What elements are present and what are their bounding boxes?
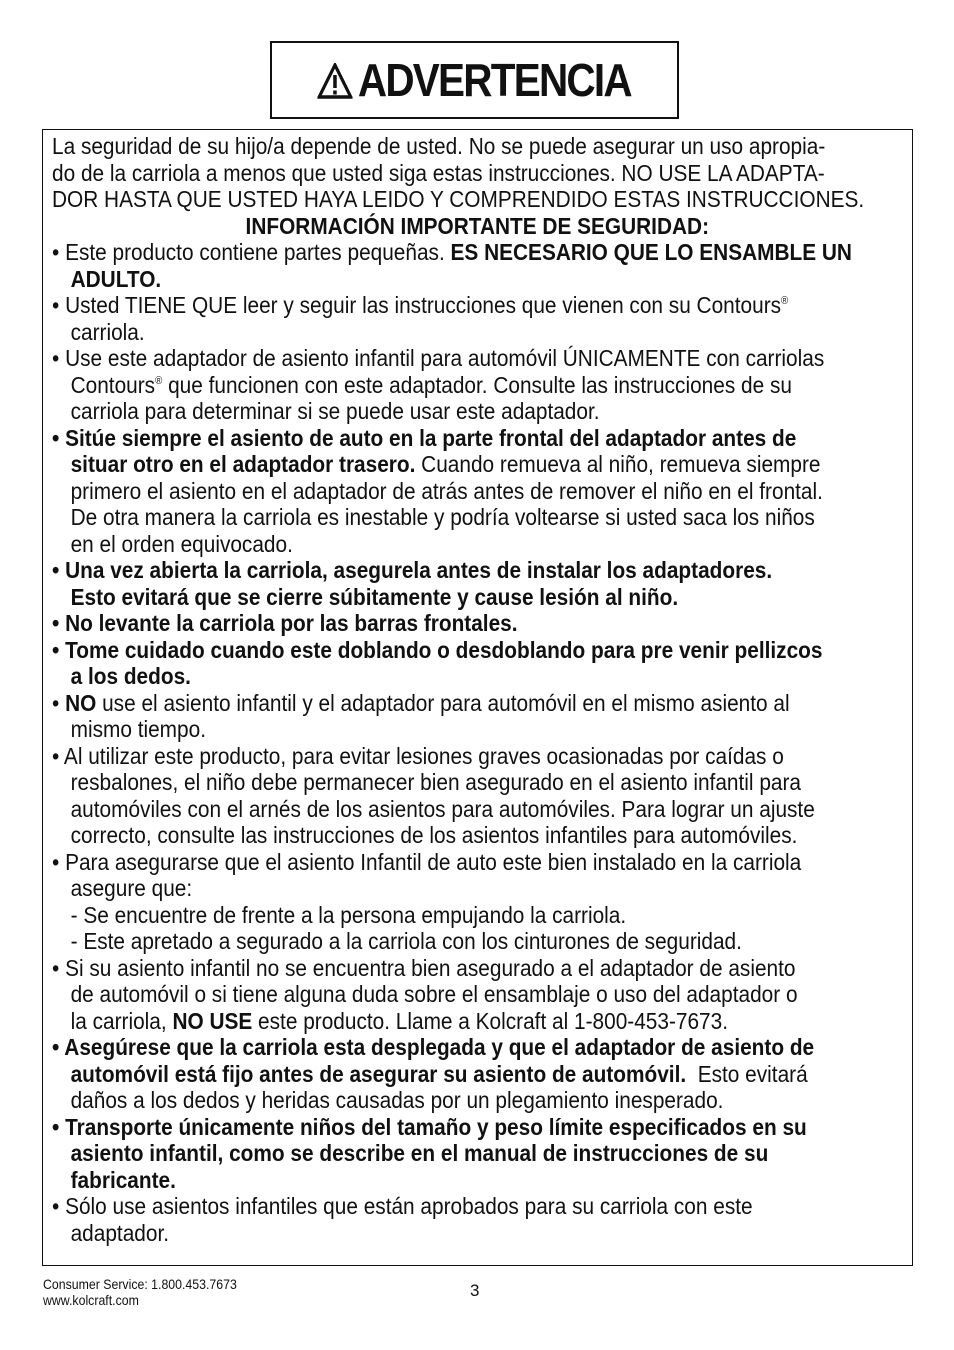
bullet-item: • Transporte únicamente niños del tamaño y peso límite especificados en su asiento infantil, como se describe en el manual de instrucciones de su fabricante. bbox=[52, 1113, 807, 1193]
warning-title bbox=[318, 54, 632, 106]
warning-triangle-icon bbox=[318, 63, 353, 99]
footer-contact bbox=[43, 1276, 237, 1308]
section-heading: INFORMACIÓN IMPORTANTE DE SEGURIDAD: bbox=[245, 212, 710, 239]
page-number: 3 bbox=[470, 1281, 480, 1300]
bullet-item: • Al utilizar este producto, para evitar lesiones graves ocasionadas por caídas o resbalones, el niño debe permanecer bien asegurado en el asiento infantil para automóviles con el arnés de los asientos para automóviles. Para lograr un ajuste correcto, consulte las instrucciones de los asientos infantiles para automóviles. bbox=[52, 742, 815, 848]
warning-title-box bbox=[270, 41, 679, 119]
bullet-item: • Tome cuidado cuando este doblando o desdoblando para pre venir pellizcos a los dedos. bbox=[52, 636, 823, 689]
bullet-item: • Sólo use asientos infantiles que están aprobados para su carriola con este adaptador. bbox=[52, 1193, 753, 1246]
consumer-service-phone: Consumer Service: 1.800.453.7673 bbox=[43, 1276, 237, 1292]
bullet-item: • Para asegurarse que el asiento Infantil de auto este bien instalado en la carriola asegure que: - Se encuentre de frente a la persona empujando la carriola. - Este apretado a segurado a la carriola con los cinturones de seguridad. bbox=[52, 849, 903, 955]
bullet-item: • Usted TIENE QUE leer y seguir las instrucciones que vienen con su Contours® carriola. bbox=[52, 292, 789, 345]
bullet-item: • Use este adaptador de asiento infantil para automóvil ÚNICAMENTE con carriolas Contours® que funcionen con este adaptador. Consulte las instrucciones de su carriola para determinar si se puede usar este adaptador. bbox=[52, 345, 825, 424]
bullet-item: • No levante la carriola por las barras frontales. bbox=[52, 610, 518, 636]
sub-item: - Este apretado a segurado a la carriola con los cinturones de seguridad. bbox=[70, 928, 742, 954]
bullet-item: • Si su asiento infantil no se encuentra bien asegurado a el adaptador de asiento de automóvil o si tiene alguna duda sobre el ensamblaje o uso del adaptador o la carriola, NO USE este producto. Llame a Kolcraft al 1-800-453-7673. bbox=[52, 954, 798, 1034]
bullet-item: • Sitúe siempre el asiento de auto en la parte frontal del adaptador antes de situar otro en el adaptador trasero. Cuando remueva al niño, remueva siempre primero el asiento en el adaptador de atrás antes de remover el niño en el frontal. De otra manera la carriola es inestable y podría voltearse si usted saca los niños en el orden equivocado. bbox=[52, 424, 823, 557]
intro-line: DOR HASTA QUE USTED HAYA LEIDO Y COMPRENDIDO ESTAS INSTRUCCIONES. bbox=[52, 186, 865, 212]
bullet-item: • Este producto contiene partes pequeñas. ES NECESARIO QUE LO ENSAMBLE UN ADULTO. bbox=[52, 239, 852, 292]
bullet-item: • Asegúrese que la carriola esta desplegada y que el adaptador de asiento de automóvil está fijo antes de asegurar su asiento de automóvil. Esto evitará daños a los dedos y heridas causadas por un plegamiento inesperado. bbox=[52, 1034, 815, 1113]
bullet-item: • Una vez abierta la carriola, asegurela antes de instalar los adaptadores. Esto evitará que se cierre súbitamente y cause lesión al niño. bbox=[52, 557, 773, 610]
warning-title-text: ADVERTENCIA bbox=[358, 54, 632, 106]
bullet-item: • NO use el asiento infantil y el adaptador para automóvil en el mismo asiento al mismo tiempo. bbox=[52, 689, 790, 742]
website-link[interactable]: www.kolcraft.com bbox=[43, 1292, 139, 1308]
safety-text bbox=[52, 133, 903, 1246]
sub-item: - Se encuentre de frente a la persona empujando la carriola. bbox=[70, 901, 627, 928]
intro-line: La seguridad de su hijo/a depende de usted. No se puede asegurar un uso apropia- bbox=[52, 133, 826, 159]
intro-line: do de la carriola a menos que usted siga estas instrucciones. NO USE LA ADAPTA- bbox=[52, 159, 825, 186]
